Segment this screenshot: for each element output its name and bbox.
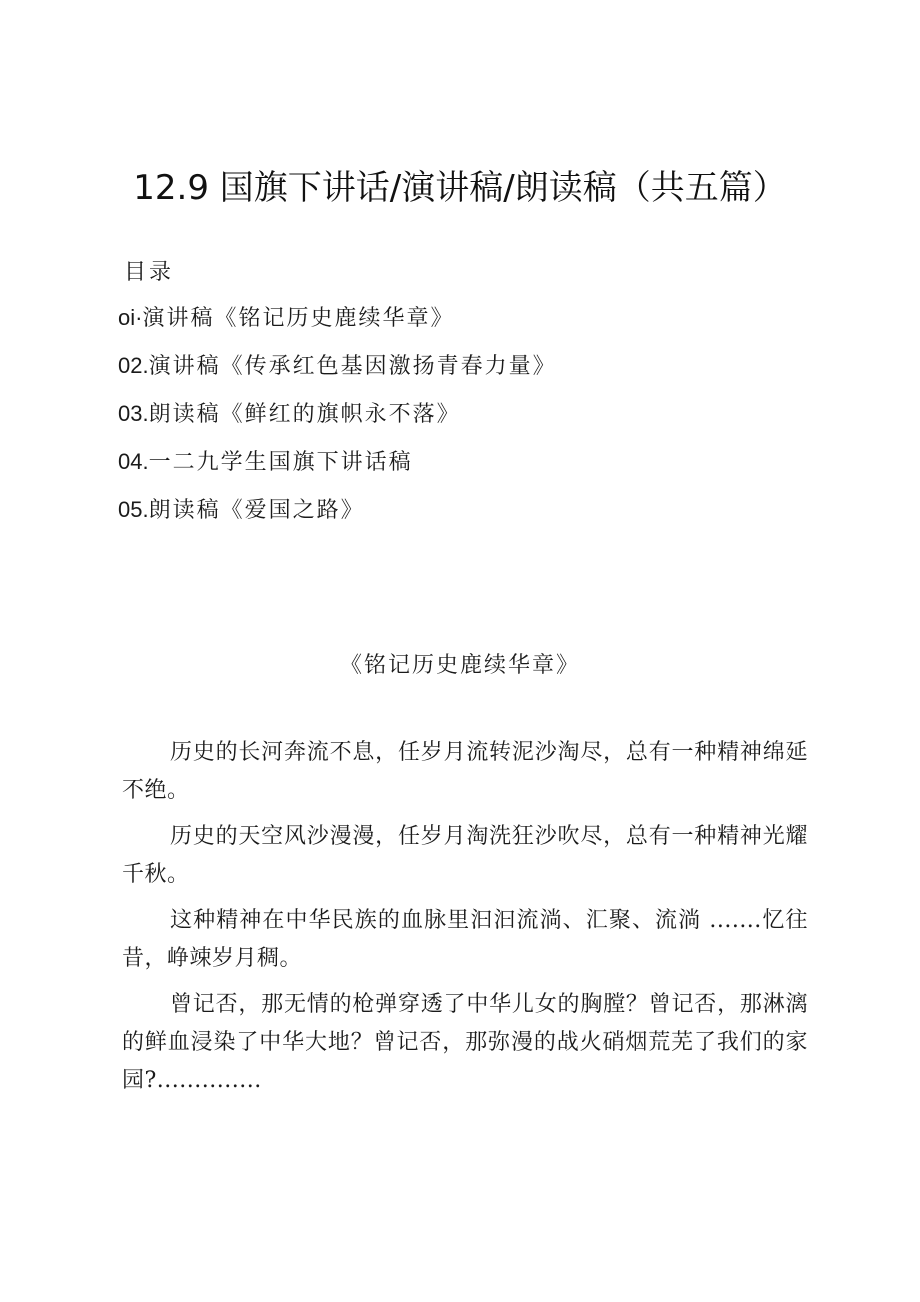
toc-item-4 xyxy=(118,447,557,495)
section-title: 《铭记历史鹿续华章》 xyxy=(339,653,580,678)
toc-item-text: 一二九学生国旗下讲话稿 xyxy=(148,450,413,475)
toc-item-text: 朗读稿《爱国之路》 xyxy=(148,498,365,523)
toc-item-number: 05. xyxy=(118,497,149,522)
toc-item-text: 演讲稿《传承红色基因激扬青春力量》 xyxy=(148,354,557,379)
paragraph: 历史的长河奔流不息，任岁月流转泥沙淘尽，总有一种精神绵延不绝。 xyxy=(122,740,808,803)
toc-item-text: 演讲稿《铭记历史鹿续华章》 xyxy=(142,306,455,331)
paragraph: 曾记否，那无情的枪弹穿透了中华儿女的胸膛？曾记否，那淋漓的鲜血浸染了中华大地？曾记否，那弥漫的战火硝烟荒芜了我们的家园?.............. xyxy=(122,992,808,1093)
toc-item-number: 03. xyxy=(118,401,149,426)
toc-item-number: 04. xyxy=(118,449,149,474)
toc-item-2 xyxy=(118,351,557,399)
toc-item-text: 朗读稿《鲜红的旗帜永不落》 xyxy=(148,402,461,427)
toc-item-1 xyxy=(118,303,557,351)
toc-heading: 目录 xyxy=(124,260,175,285)
section-body xyxy=(122,734,808,1108)
paragraph: 历史的天空风沙漫漫，任岁月淘洗狂沙吹尽，总有一种精神光耀千秋。 xyxy=(122,824,808,887)
toc-item-3 xyxy=(118,399,557,447)
toc-item-5 xyxy=(118,495,557,543)
document-title: 12.9 国旗下讲话/演讲稿/朗读稿（共五篇） xyxy=(133,168,787,208)
toc-item-number: 02. xyxy=(118,353,149,378)
paragraph: 这种精神在中华民族的血脉里汩汩流淌、汇聚、流淌 .......忆往昔，峥竦岁月稠。 xyxy=(122,908,808,971)
table-of-contents xyxy=(118,303,557,543)
toc-item-number: oi· xyxy=(118,305,143,330)
